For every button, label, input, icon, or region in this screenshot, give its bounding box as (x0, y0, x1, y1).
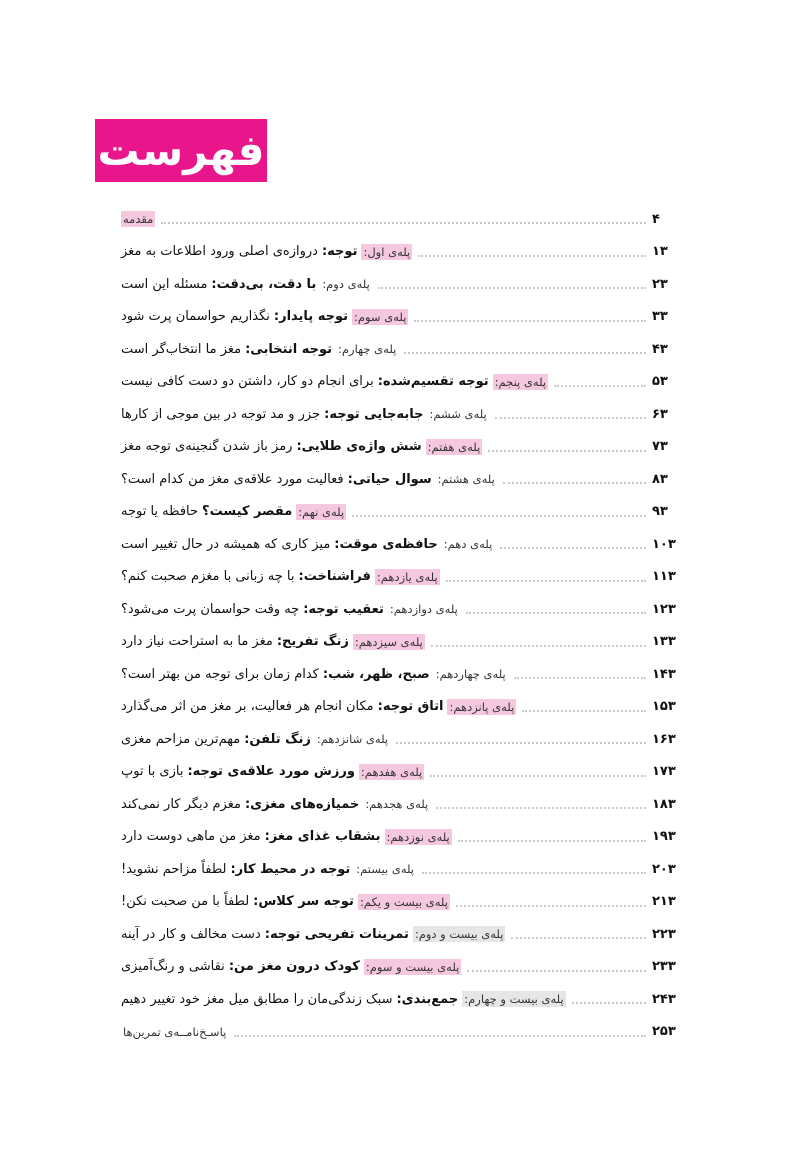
toc-row[interactable] (121, 333, 690, 366)
toc-page-number: ۱۰۳ (652, 536, 676, 552)
toc-page-number: ۱۳ (652, 244, 668, 260)
toc-heading: جابه‌جایی توجه: (324, 406, 424, 422)
toc-step-label: پله‌ی نهم: (298, 504, 345, 519)
toc-dot-leader (467, 970, 646, 972)
toc-row[interactable] (121, 431, 690, 464)
toc-step-label: پله‌ی دوم: (322, 277, 370, 292)
toc-dot-leader (511, 937, 646, 939)
toc-subtitle: بازی با توپ (121, 764, 184, 780)
toc-step-label: پله‌ی ششم: (429, 407, 487, 422)
toc-page-number: ۱۳۳ (652, 634, 676, 650)
toc-heading: کودک درون مغز من: (228, 959, 360, 975)
toc-subtitle: مغز من ماهی دوست دارد (121, 829, 261, 845)
toc-dot-leader (404, 352, 646, 354)
toc-page-number: ۴ (652, 211, 660, 227)
toc-dot-leader (234, 1035, 646, 1037)
toc-subtitle: نقاشی و رنگ‌آمیزی (121, 959, 225, 975)
toc-page-number: ۱۸۳ (652, 796, 676, 812)
toc-entry (121, 504, 346, 520)
toc-subtitle: مکان انجام هر فعالیت، بر مغز من اثر می‌گذارد (121, 699, 374, 715)
toc-row[interactable] (121, 301, 690, 334)
table-of-contents (121, 203, 690, 1048)
toc-page-number: ۶۳ (652, 406, 668, 422)
toc-heading: سوال حیاتی: (347, 471, 432, 487)
toc-step-label: پله‌ی دهم: (443, 537, 493, 552)
toc-subtitle: مسئله این است (121, 276, 208, 292)
toc-subtitle: مغز ما انتخاب‌گر است (121, 341, 242, 357)
toc-entry (121, 991, 566, 1007)
toc-row[interactable] (121, 528, 690, 561)
toc-row[interactable] (121, 398, 690, 431)
toc-dot-leader (500, 547, 646, 549)
toc-heading: توجه تقسیم‌شده: (377, 374, 489, 390)
toc-step-label: پله‌ی شانزدهم: (316, 732, 389, 747)
toc-dot-leader (436, 807, 646, 809)
toc-row[interactable] (121, 561, 690, 594)
toc-step-label: پله‌ی چهاردهم: (435, 667, 506, 682)
toc-step-label: پله‌ی سیزدهم: (354, 634, 423, 649)
toc-page-number: ۴۳ (652, 341, 668, 357)
toc-heading: حافظه‌ی موقت: (334, 536, 438, 552)
toc-step-label: پله‌ی هفتم: (427, 439, 481, 454)
toc-subtitle: سبک زندگی‌مان را مطابق میل مغز خود تغییر دهیم (121, 991, 393, 1007)
toc-step-label: پله‌ی پانزدهم: (449, 699, 515, 714)
toc-entry (121, 244, 412, 260)
toc-subtitle: مغز ما به استراحت نیاز دارد (121, 634, 273, 650)
toc-step-label: پله‌ی بیست و سوم: (365, 959, 460, 974)
toc-dot-leader (458, 840, 646, 842)
toc-entry (121, 666, 508, 682)
toc-dot-leader (522, 710, 646, 712)
toc-row[interactable] (121, 366, 690, 399)
toc-dot-leader (352, 515, 646, 517)
toc-step-label: پله‌ی یازدهم: (376, 569, 438, 584)
toc-dot-leader (572, 1002, 646, 1004)
toc-entry (121, 276, 372, 292)
toc-page-number: ۱۶۳ (652, 731, 676, 747)
toc-step-label: پله‌ی اول: (363, 244, 411, 259)
toc-entry (121, 569, 440, 585)
toc-heading: توجه در محیط کار: (230, 861, 351, 877)
toc-dot-leader (488, 450, 646, 452)
toc-page-number: ۲۲۳ (652, 926, 676, 942)
toc-entry (121, 764, 424, 780)
toc-subtitle: لطفاً مزاحم نشوید! (121, 861, 227, 877)
toc-heading: توجه پایدار: (273, 309, 348, 325)
toc-heading: توجه: (321, 244, 358, 260)
toc-entry (121, 309, 408, 325)
toc-subtitle: برای انجام دو کار، داشتن دو دست کافی نیست (121, 374, 374, 390)
toc-heading: اتاق توجه: (377, 699, 444, 715)
toc-dot-leader (431, 645, 646, 647)
toc-heading: توجه انتخابی: (245, 341, 333, 357)
toc-step-label: پله‌ی بیستم: (356, 862, 415, 877)
toc-page-number: ۸۳ (652, 471, 668, 487)
toc-subtitle: با چه زبانی با مغزم صحبت کنم؟ (121, 569, 295, 585)
toc-heading: با دقت، بی‌دقت: (211, 276, 317, 292)
toc-heading: زنگ تلفن: (244, 731, 311, 747)
toc-row[interactable] (121, 853, 690, 886)
toc-page-number: ۲۰۳ (652, 861, 676, 877)
toc-row[interactable] (121, 983, 690, 1016)
toc-step-label: پله‌ی هجدهم: (365, 797, 429, 812)
toc-row[interactable] (121, 821, 690, 854)
toc-step-label: پله‌ی چهارم: (338, 342, 397, 357)
toc-dot-leader (418, 255, 646, 257)
toc-entry (121, 341, 398, 357)
toc-row[interactable] (121, 658, 690, 691)
toc-row[interactable] (121, 951, 690, 984)
toc-page-number: ۱۱۳ (652, 569, 676, 585)
toc-heading: خمیازه‌های مغزی: (244, 796, 360, 812)
toc-entry (121, 959, 461, 975)
toc-page-number: ۲۵۳ (652, 1024, 676, 1040)
toc-heading: صبح، ظهر، شب: (322, 666, 430, 682)
toc-entry (121, 699, 516, 715)
toc-subtitle: چه وقت حواسمان پرت می‌شود؟ (121, 601, 300, 617)
toc-page-number: ۱۷۳ (652, 764, 676, 780)
toc-entry (121, 211, 155, 227)
toc-entry (121, 406, 489, 422)
toc-step-label: پله‌ی نوزدهم: (386, 829, 450, 844)
toc-page-number: ۲۴۳ (652, 991, 676, 1007)
toc-page-number: ۲۳۳ (652, 959, 676, 975)
toc-page-number: ۱۹۳ (652, 829, 676, 845)
toc-step-label: مقدمه (123, 212, 154, 227)
toc-subtitle: نگذاریم حواسمان پرت شود (121, 309, 270, 325)
toc-step-label: پله‌ی بیست و یکم: (359, 894, 448, 909)
toc-heading: زنگ تفریح: (276, 634, 349, 650)
toc-page-number: ۷۳ (652, 439, 668, 455)
toc-heading: بشقاب غذای مغز: (264, 829, 381, 845)
toc-subtitle: فعالیت مورد علاقه‌ی مغز من کدام است؟ (121, 471, 344, 487)
toc-row[interactable] (121, 788, 690, 821)
toc-subtitle: مغزم دیگر کار نمی‌کند (121, 796, 241, 812)
toc-subtitle: جزر و مد توجه در بین موجی از کارها (121, 406, 321, 422)
toc-dot-leader (456, 905, 646, 907)
toc-row[interactable] (121, 756, 690, 789)
toc-entry (121, 1024, 228, 1040)
toc-subtitle: کدام زمان برای توجه من بهتر است؟ (121, 666, 319, 682)
toc-subtitle: دروازه‌ی اصلی ورود اطلاعات به مغز (121, 244, 318, 260)
toc-row[interactable] (121, 268, 690, 301)
toc-step-label: پاسـخ‌نامــه‌ی تمرین‌ها (123, 1024, 227, 1039)
toc-dot-leader (514, 677, 646, 679)
toc-row[interactable] (121, 691, 690, 724)
toc-row[interactable] (121, 626, 690, 659)
toc-dot-leader (422, 872, 646, 874)
toc-step-label: پله‌ی بیست و دوم: (414, 927, 504, 942)
toc-page-number: ۹۳ (652, 504, 668, 520)
toc-page-number: ۱۴۳ (652, 666, 676, 682)
toc-heading: توجه سر کلاس: (253, 894, 354, 910)
toc-heading: تعقیب توجه: (303, 601, 384, 617)
toc-entry (121, 536, 494, 552)
toc-step-label: پله‌ی پنجم: (494, 374, 547, 389)
toc-subtitle: دست مخالف و کار در آینه (121, 926, 261, 942)
toc-heading: ورزش مورد علاقه‌ی توجه: (187, 764, 355, 780)
toc-heading: مقصر کیست؟ (202, 504, 293, 520)
toc-dot-leader (495, 417, 646, 419)
toc-page-number: ۲۳ (652, 276, 668, 292)
toc-dot-leader (414, 320, 646, 322)
toc-dot-leader (466, 612, 646, 614)
toc-row[interactable] (121, 886, 690, 919)
title-banner (95, 119, 267, 182)
toc-step-label: پله‌ی بیست و چهارم: (464, 992, 564, 1007)
toc-page-number: ۱۲۳ (652, 601, 676, 617)
toc-entry (121, 634, 425, 650)
toc-page-number: ۵۳ (652, 374, 668, 390)
toc-row[interactable] (121, 593, 690, 626)
toc-row[interactable] (121, 496, 690, 529)
toc-page-number: ۲۱۳ (652, 894, 676, 910)
toc-page-number: ۱۵۳ (652, 699, 676, 715)
toc-step-label: پله‌ی سوم: (354, 309, 407, 324)
toc-heading: جمع‌بندی: (396, 991, 459, 1007)
toc-entry (121, 601, 460, 617)
page-title: فهرست (97, 125, 265, 175)
toc-entry (121, 926, 505, 942)
toc-row[interactable] (121, 918, 690, 951)
toc-subtitle: رمز باز شدن گنجینه‌ی توجه مغز (121, 439, 293, 455)
toc-heading: فراشناخت: (298, 569, 371, 585)
toc-subtitle: میز کاری که همیشه در حال تغییر است (121, 536, 331, 552)
toc-entry (121, 829, 452, 845)
toc-row[interactable] (121, 1016, 690, 1049)
toc-row[interactable] (121, 236, 690, 269)
toc-dot-leader (503, 482, 646, 484)
toc-entry (121, 796, 430, 812)
toc-entry (121, 731, 390, 747)
toc-entry (121, 439, 482, 455)
toc-dot-leader (554, 385, 646, 387)
toc-entry (121, 471, 497, 487)
toc-dot-leader (430, 775, 646, 777)
toc-row[interactable] (121, 723, 690, 756)
toc-dot-leader (446, 580, 646, 582)
toc-heading: شش واژه‌ی طلایی: (296, 439, 422, 455)
toc-subtitle: حافظه یا توجه (121, 504, 199, 520)
toc-page-number: ۳۳ (652, 309, 668, 325)
toc-step-label: پله‌ی هشتم: (437, 472, 495, 487)
toc-entry (121, 861, 416, 877)
toc-step-label: پله‌ی دوازدهم: (389, 602, 458, 617)
toc-subtitle: لطفاً با من صحبت نکن! (121, 894, 250, 910)
toc-row[interactable] (121, 203, 690, 236)
toc-heading: تمرینات تفریحی توجه: (264, 926, 409, 942)
toc-dot-leader (396, 742, 646, 744)
toc-subtitle: مهم‌ترین مزاحم مغزی (121, 731, 241, 747)
toc-step-label: پله‌ی هفدهم: (360, 764, 423, 779)
toc-dot-leader (161, 222, 646, 224)
toc-entry (121, 894, 450, 910)
toc-entry (121, 374, 548, 390)
toc-dot-leader (378, 287, 646, 289)
toc-row[interactable] (121, 463, 690, 496)
